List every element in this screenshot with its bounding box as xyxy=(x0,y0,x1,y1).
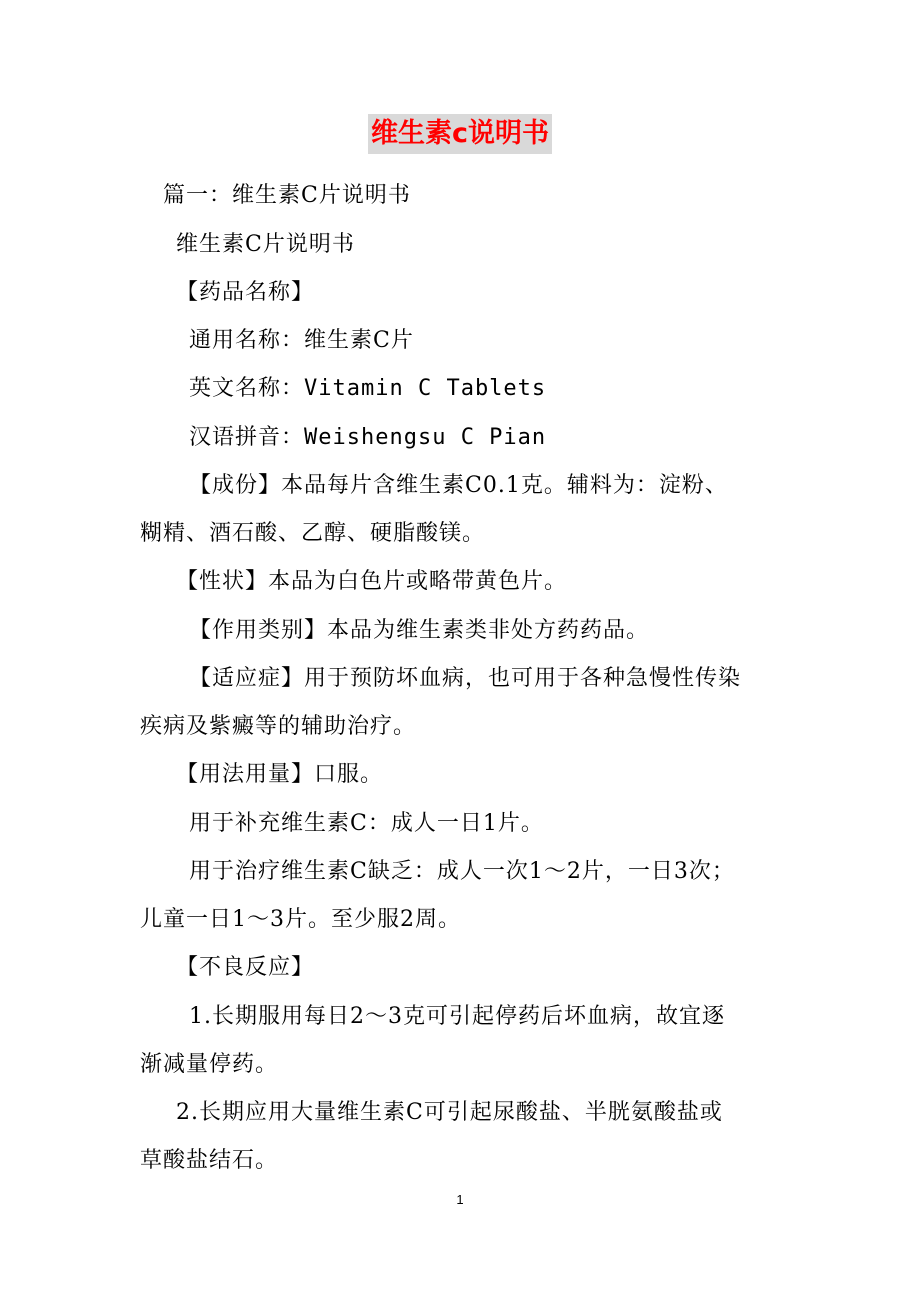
dosage-supplement-line: 用于补充维生素C：成人一日1片。 xyxy=(189,811,544,836)
document-title: 维生素c说明书 xyxy=(368,114,552,154)
indications-line-1: 【适应症】用于预防坏血病，也可用于各种急慢性传染 xyxy=(189,666,742,691)
adverse-item-1-line-1: 1.长期服用每日2～3克可引起停药后坏血病，故宜逐 xyxy=(189,1004,725,1029)
dosage-treatment-line-1: 用于治疗维生素C缺乏：成人一次1～2片，一日3次； xyxy=(189,859,735,884)
adverse-item-2-line-2: 草酸盐结石。 xyxy=(140,1148,279,1173)
adverse-reactions-heading: 【不良反应】 xyxy=(176,955,315,980)
ingredients-line-2: 糊精、酒石酸、乙醇、硬脂酸镁。 xyxy=(140,521,486,546)
dosage-treatment-line-2: 儿童一日1～3片。至少服2周。 xyxy=(140,907,461,932)
adverse-item-1-line-2: 渐减量停药。 xyxy=(140,1052,279,1077)
subtitle: 维生素C片说明书 xyxy=(176,232,355,257)
page-number: 1 xyxy=(456,1192,464,1207)
adverse-item-2-line-1: 2.长期应用大量维生素C可引起尿酸盐、半胱氨酸盐或 xyxy=(176,1100,723,1125)
indications-line-2: 疾病及紫癜等的辅助治疗。 xyxy=(140,714,417,739)
appearance-line: 【性状】本品为白色片或略带黄色片。 xyxy=(176,569,568,594)
english-name-line: 英文名称：Vitamin C Tablets xyxy=(189,376,547,401)
section-heading: 篇一：维生素C片说明书 xyxy=(163,183,411,208)
generic-name-line: 通用名称：维生素C片 xyxy=(189,328,414,353)
heading-drug-name: 【药品名称】 xyxy=(176,280,315,305)
ingredients-line-1: 【成份】本品每片含维生素C0.1克。辅料为：淀粉、 xyxy=(189,473,728,498)
category-line: 【作用类别】本品为维生素类非处方药药品。 xyxy=(189,618,650,643)
title-container xyxy=(0,114,920,154)
pinyin-line: 汉语拼音：Weishengsu C Pian xyxy=(189,425,547,450)
dosage-heading-line: 【用法用量】口服。 xyxy=(176,762,384,787)
